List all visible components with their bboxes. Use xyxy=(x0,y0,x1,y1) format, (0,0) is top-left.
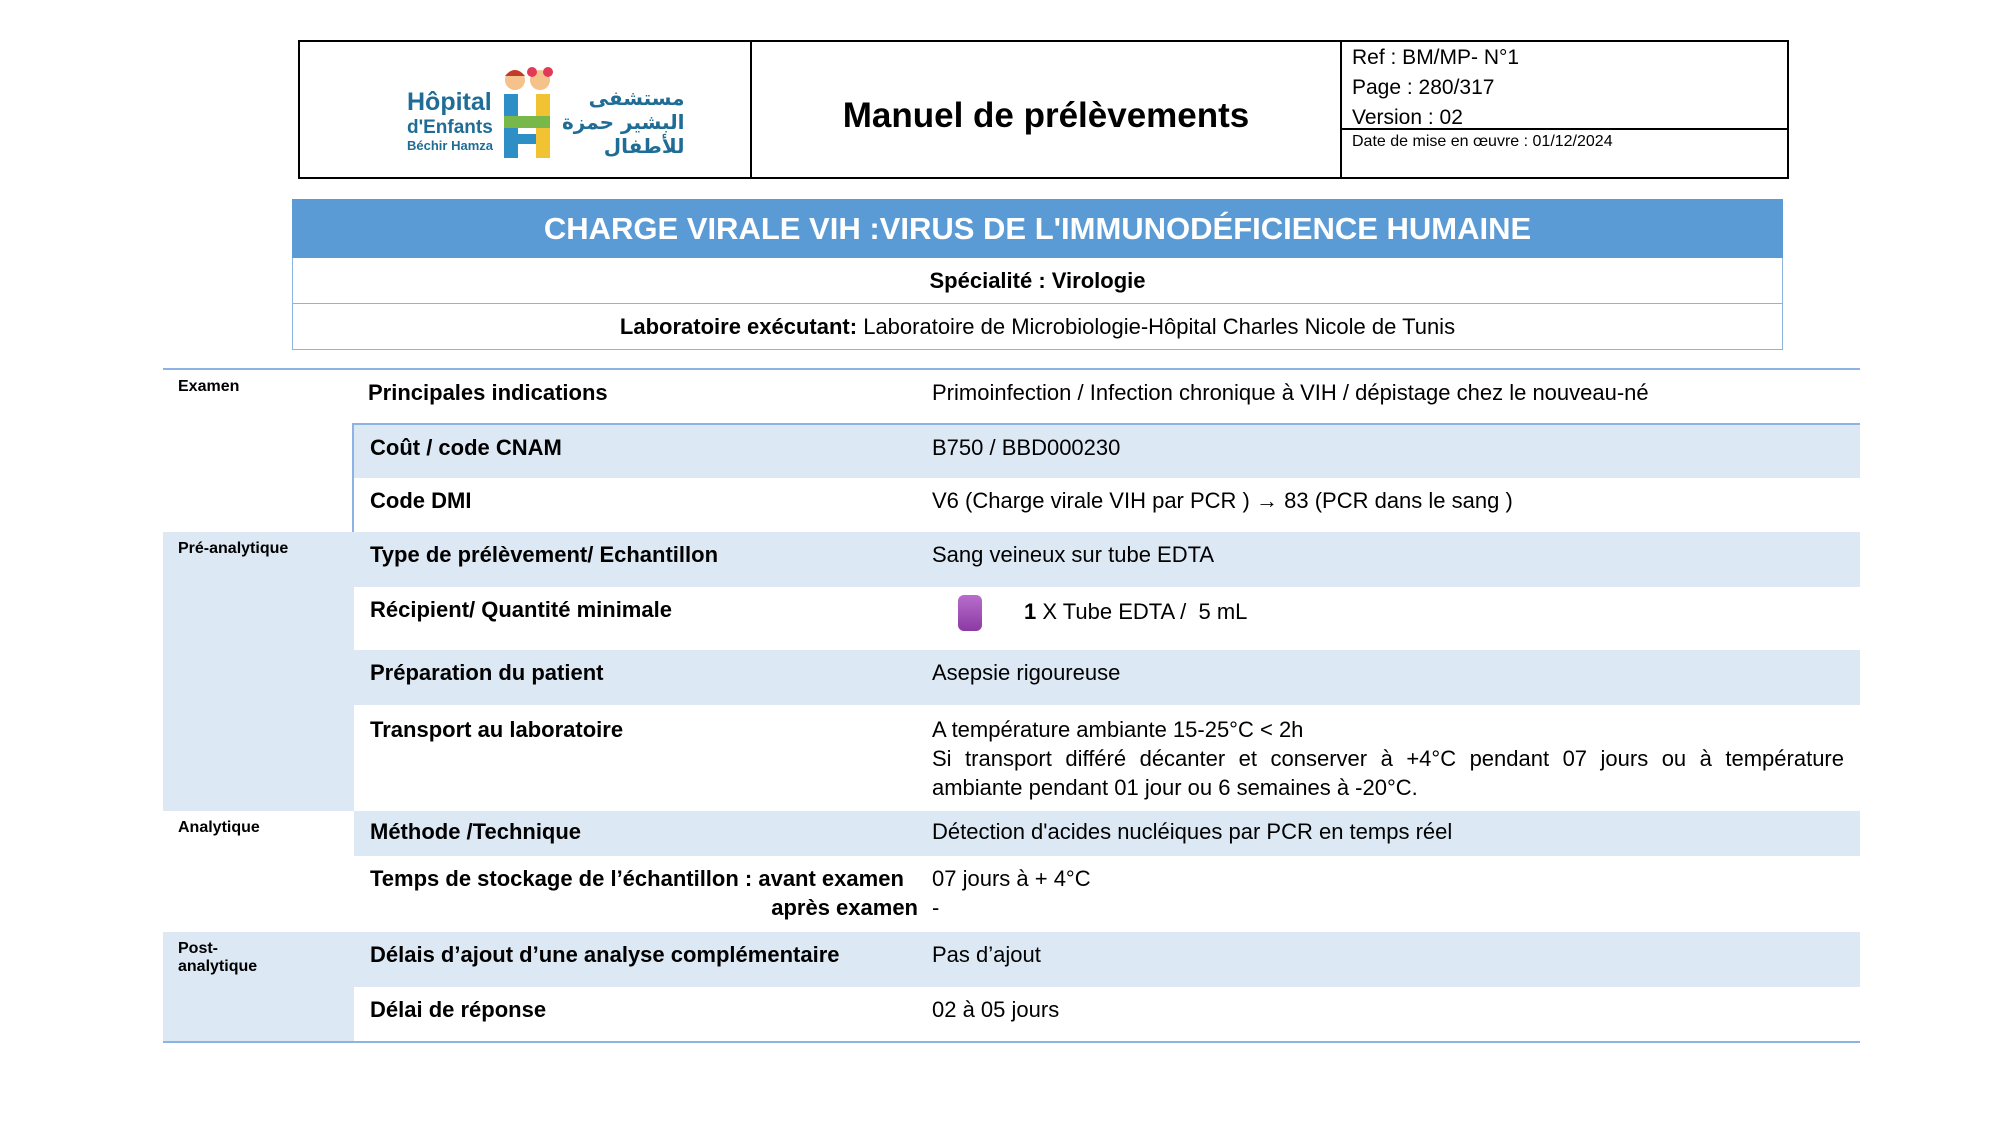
section-post-analytique xyxy=(163,932,1860,1041)
table-row: Code DMI V6 (Charge virale VIH par PCR ) → 83 (PCR dans le sang ) xyxy=(354,478,1860,532)
exam-details-table xyxy=(163,368,1860,1043)
logo-text-ar: مستشفى البشير حمزة للأطفال xyxy=(562,86,685,158)
document-title: Manuel de prélèvements xyxy=(752,42,1342,177)
version: Version : 02 xyxy=(1352,106,1463,129)
logo-text-fr: Hôpital d'Enfants Béchir Hamza xyxy=(407,88,493,153)
edta-tube-icon xyxy=(958,595,982,631)
table-row: Coût / code CNAM B750 / BBD000230 xyxy=(354,425,1860,478)
section-label-pre-analytique: Pré-analytique xyxy=(163,532,354,811)
section-analytique xyxy=(163,811,1860,932)
laboratoire-row: Laboratoire exécutant: Laboratoire de Microbiologie-Hôpital Charles Nicole de Tunis xyxy=(292,304,1783,350)
children-logo-icon xyxy=(498,64,558,164)
specialite-row: Spécialité : Virologie xyxy=(292,258,1783,304)
section-pre-analytique xyxy=(163,532,1860,811)
hospital-logo xyxy=(300,42,752,177)
exam-title-block xyxy=(292,199,1783,350)
table-row: Préparation du patient Asepsie rigoureuse xyxy=(354,650,1860,705)
ref-number: Ref : BM/MP- N°1 xyxy=(1352,46,1520,69)
effective-date: Date de mise en œuvre : 01/12/2024 xyxy=(1352,133,1613,150)
page-number: Page : 280/317 xyxy=(1352,76,1495,99)
table-row: Principales indications Primoinfection / Infection chronique à VIH / dépistage chez le nouveau-né xyxy=(352,370,1860,425)
table-row: Type de prélèvement/ Echantillon Sang veineux sur tube EDTA xyxy=(354,532,1860,587)
section-label-analytique: Analytique xyxy=(163,811,354,932)
table-row: Transport au laboratoire A température ambiante 15-25°C < 2h Si transport différé décanter et conserver à +4°C pendant 07 jours ou à température ambiante pendant 01 jour ou 6 semaines à -20°C. xyxy=(354,705,1860,811)
table-row: Délai de réponse 02 à 05 jours xyxy=(354,987,1860,1041)
section-label-post-analytique: Post- analytique xyxy=(163,932,354,1041)
table-row: Délais d’ajout d’une analyse complémentaire Pas d’ajout xyxy=(354,932,1860,987)
section-label-examen: Examen xyxy=(163,370,354,532)
table-row: Récipient/ Quantité minimale 1 X Tube EDTA / 5 mL xyxy=(354,587,1860,650)
exam-title: CHARGE VIRALE VIH :VIRUS DE L'IMMUNODÉFICIENCE HUMAINE xyxy=(292,199,1783,258)
table-row: Temps de stockage de l’échantillon : avant examen après examen 07 jours à + 4°C - xyxy=(354,856,1860,932)
table-row: Méthode /Technique Détection d'acides nucléiques par PCR en temps réel xyxy=(354,811,1860,856)
section-examen xyxy=(163,370,1860,532)
document-meta xyxy=(1342,42,1787,177)
document-header xyxy=(298,40,1789,179)
